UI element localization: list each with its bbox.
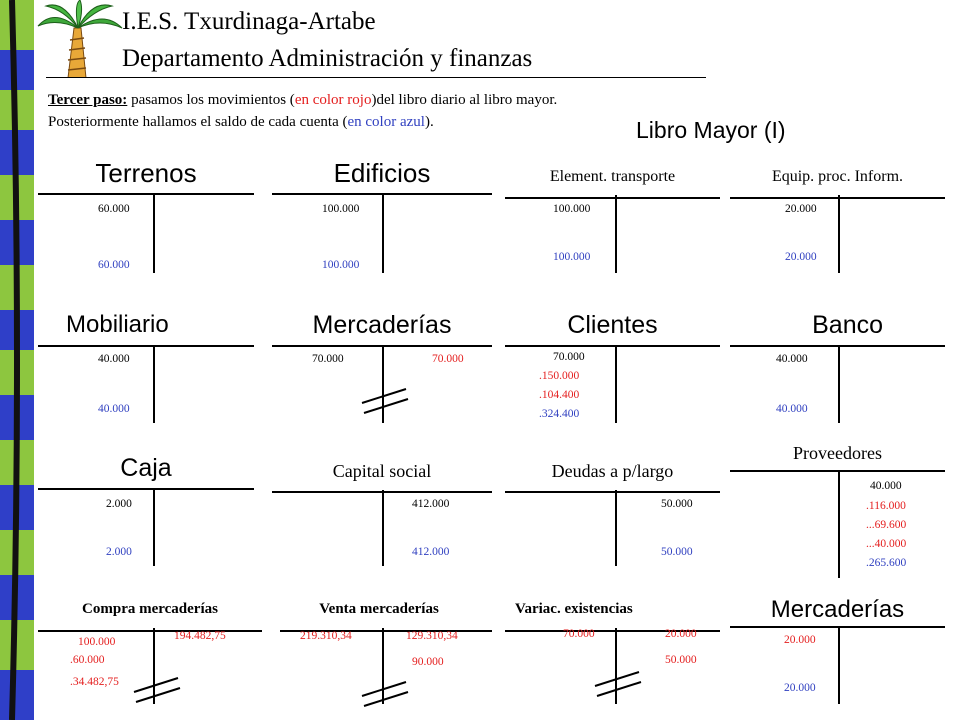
account-title: Equip. proc. Inform. <box>730 153 945 199</box>
t-account-element-transporte <box>505 153 720 273</box>
account-title: Terrenos <box>38 153 254 195</box>
t-account-venta-mercaderias <box>280 586 492 704</box>
debit-entry: .104.400 <box>539 389 580 401</box>
t-account-variac-existencias <box>505 586 720 704</box>
balance-value: 40.000 <box>776 403 808 415</box>
department-name: Departamento Administración y finanzas <box>122 45 533 72</box>
t-account-compra-mercaderias <box>38 586 262 704</box>
debit-entry: .150.000 <box>539 370 580 382</box>
account-title: Element. transporte <box>505 153 720 199</box>
credit-entry: 50.000 <box>661 498 693 510</box>
account-title: Deudas a p/largo <box>505 448 720 493</box>
debit-entry: 70.000 <box>553 351 585 363</box>
account-title: Edificios <box>272 153 492 195</box>
page-title: Libro Mayor (I) <box>636 117 786 143</box>
t-account-proveedores <box>730 432 945 578</box>
intro-blue-note: en color azul <box>347 114 425 130</box>
account-title: Mobiliario <box>38 305 254 347</box>
t-account-mobiliario <box>38 305 254 423</box>
account-title: Mercaderías <box>730 586 945 628</box>
account-title: Caja <box>38 448 254 490</box>
balance-value: 50.000 <box>661 546 693 558</box>
account-title: Capital social <box>272 448 492 493</box>
balance-value: 60.000 <box>98 259 130 271</box>
debit-entry: 40.000 <box>776 353 808 365</box>
balance-value: .324.400 <box>539 408 580 420</box>
credit-entry: 70.000 <box>432 353 464 365</box>
palm-tree-logo <box>34 0 124 78</box>
debit-entry: 100.000 <box>322 203 360 215</box>
credit-entry: ...40.000 <box>866 538 907 550</box>
intro-line-1 <box>48 92 557 109</box>
debit-entry: 219.310,34 <box>300 630 352 642</box>
header-rule <box>46 77 706 78</box>
school-name: I.E.S. Txurdinaga-Artabe <box>122 8 376 35</box>
balance-value: 412.000 <box>412 546 450 558</box>
closed-account-mark <box>591 668 643 698</box>
balance-value: 40.000 <box>98 403 130 415</box>
credit-entry: ...69.600 <box>866 519 907 531</box>
account-title: Clientes <box>505 305 720 347</box>
debit-entry: .34.482,75 <box>70 676 119 688</box>
intro-text: pasamos los movimientos ( <box>127 92 295 108</box>
intro-step-label: Tercer paso: <box>48 92 128 108</box>
debit-entry: 20.000 <box>785 203 817 215</box>
intro-red-note: en color rojo <box>294 92 372 108</box>
balance-value: 100.000 <box>553 251 591 263</box>
t-account-caja <box>38 448 254 566</box>
debit-entry: 70.000 <box>312 353 344 365</box>
t-account-edificios <box>272 153 492 273</box>
debit-entry: 100.000 <box>553 203 591 215</box>
debit-entry: 20.000 <box>784 634 816 646</box>
t-account-mercaderias-final <box>730 586 945 704</box>
debit-entry: 60.000 <box>98 203 130 215</box>
balance-value: 20.000 <box>784 682 816 694</box>
balance-value: 20.000 <box>785 251 817 263</box>
account-title: Mercaderías <box>272 305 492 347</box>
intro-text: )del libro diario al libro mayor. <box>371 92 558 108</box>
intro-text: Posteriormente hallamos el saldo de cada cuenta ( <box>48 114 348 130</box>
debit-entry: 2.000 <box>106 498 132 510</box>
credit-entry: 194.482,75 <box>174 630 226 642</box>
t-account-banco <box>730 305 945 423</box>
t-account-capital-social <box>272 448 492 566</box>
closed-account-mark <box>358 385 410 415</box>
debit-entry: .60.000 <box>70 654 105 666</box>
balance-value: 100.000 <box>322 259 360 271</box>
credit-entry: 90.000 <box>412 656 444 668</box>
closed-account-mark <box>358 678 410 708</box>
account-title: Variac. existencias <box>505 586 720 632</box>
credit-entry: 40.000 <box>870 480 902 492</box>
balance-value: .265.600 <box>866 557 907 569</box>
debit-entry: 40.000 <box>98 353 130 365</box>
debit-entry: 70.000 <box>563 628 595 640</box>
debit-entry: 100.000 <box>78 636 116 648</box>
t-account-clientes <box>505 305 720 423</box>
credit-entry: .116.000 <box>866 500 906 512</box>
intro-text: ). <box>424 114 434 130</box>
credit-entry: 50.000 <box>665 654 697 666</box>
account-title: Venta mercaderías <box>280 586 492 632</box>
t-account-equip-proc-inform <box>730 153 945 273</box>
credit-entry: 412.000 <box>412 498 450 510</box>
account-title: Compra mercaderías <box>38 586 262 632</box>
account-title: Banco <box>730 305 945 347</box>
t-account-terrenos <box>38 153 254 273</box>
t-account-mercaderias <box>272 305 492 423</box>
account-title: Proveedores <box>730 432 945 472</box>
closed-account-mark <box>130 674 182 704</box>
t-account-deudas-largo <box>505 448 720 566</box>
credit-entry: 20.000 <box>665 628 697 640</box>
balance-value: 2.000 <box>106 546 132 558</box>
left-decorative-stripe <box>0 0 34 720</box>
intro-line-2 <box>48 114 434 131</box>
credit-entry: 129.310,34 <box>406 630 458 642</box>
